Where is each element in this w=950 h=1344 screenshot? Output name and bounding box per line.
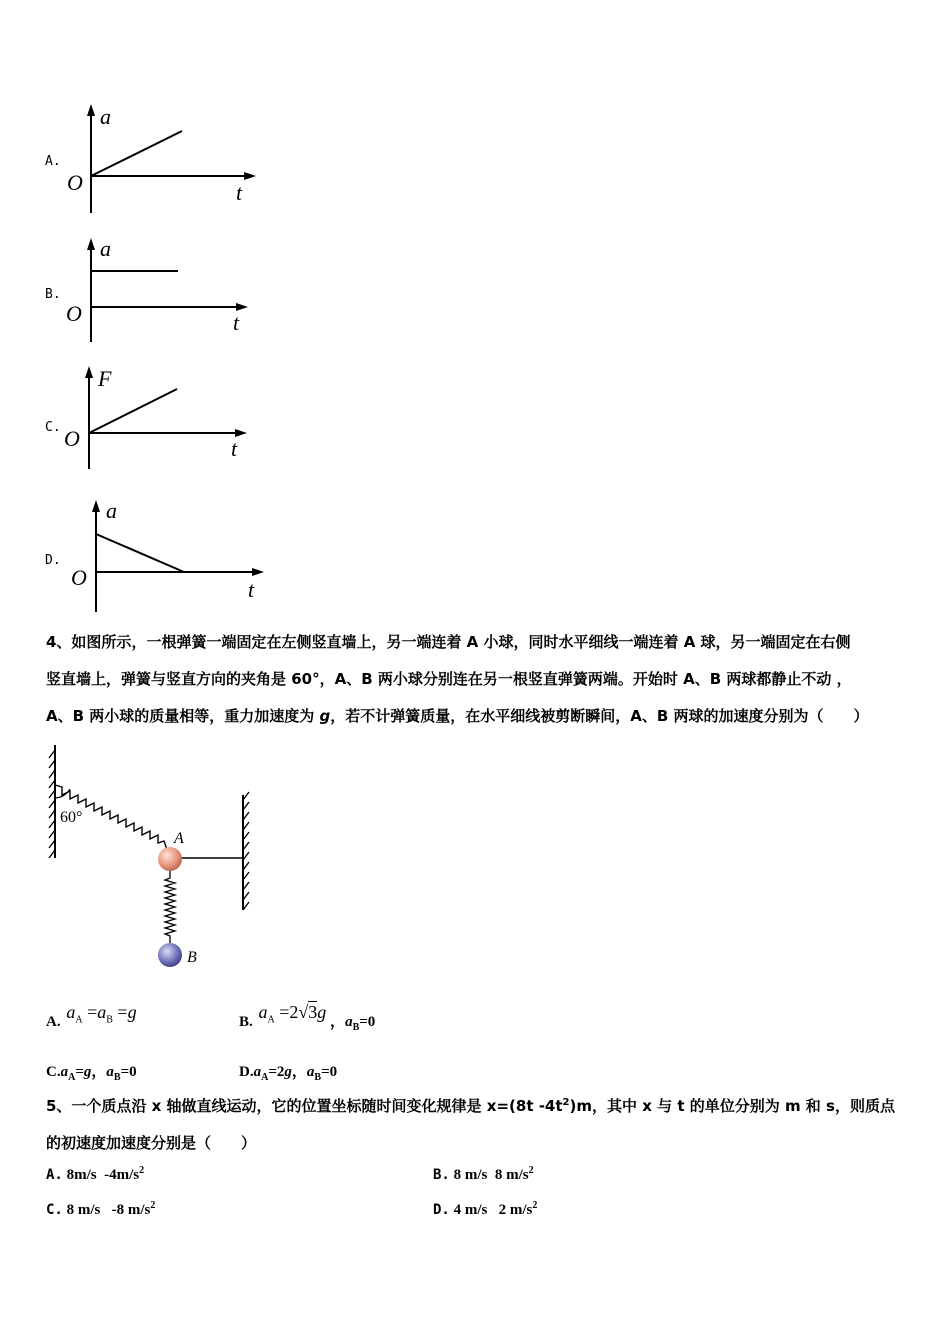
graph-b <box>60 232 260 347</box>
angle-label: 60° <box>60 809 83 826</box>
q4-spring-figure <box>40 740 270 980</box>
q4-option-a-formula: $a_A =a_B =g$ <box>66 1002 137 1026</box>
q4-line-3-post: ，若不计弹簧质量，在水平细线被剪断瞬间，A、B 两球的加速度分别为（ ） <box>330 707 869 725</box>
q4-option-b: B. $a_A =2√3g$ ，$a_B=0$ <box>239 1002 376 1033</box>
ball-b-label: B <box>187 949 197 966</box>
q5-option-d: D. 4 m/s 2 $m/s^2$ <box>433 1200 538 1218</box>
q5-option-b-label: B. <box>433 1167 450 1183</box>
graph-d-x-label: t <box>248 577 255 602</box>
q4-line-3-pre: A、B 两小球的质量相等，重力加速度为 <box>46 707 320 725</box>
option-a-label: A. <box>45 154 61 169</box>
option-b-label: B. <box>45 287 61 302</box>
question-4 <box>46 624 926 735</box>
graph-c-origin: O <box>64 426 80 451</box>
graph-c-y-label: F <box>98 366 112 391</box>
q5-line-1: 5、一个质点沿 x 轴做直线运动，它的位置坐标随时间变化规律是 x=(8t $-4t^2)m$，其中 x 与 t 的单位分别为 m 和 s，则质点 <box>46 1097 895 1115</box>
q4-option-b-formula: $a_A =2√3g$ <box>258 1002 327 1026</box>
option-c-label: C. <box>45 420 61 435</box>
q5-option-c: C. 8 m/s -8 $m/s^2$ <box>46 1200 156 1218</box>
graph-c <box>60 362 260 474</box>
q4-line-3 <box>46 698 926 735</box>
q4-option-a-label: A. <box>46 1014 61 1030</box>
q5-option-c-label: C. <box>46 1202 63 1218</box>
q5-line-2: 的初速度加速度分别是（ ） <box>46 1134 257 1152</box>
graph-d-y-label: a <box>106 498 117 523</box>
option-d-label: D. <box>45 553 61 568</box>
ball-b <box>158 943 182 967</box>
q5-option-b: B. 8 m/s 8 $m/s^2$ <box>433 1165 534 1183</box>
q4-option-d: $D.a_A=2g$，$a_B=0$ <box>239 1064 338 1083</box>
graph-b-origin: O <box>66 301 82 326</box>
q5-option-a: A. 8m/s $-4m/s^2$ <box>46 1165 145 1183</box>
question-5 <box>46 1084 926 1162</box>
ball-a-label: A <box>174 830 184 847</box>
q5-option-a-label: A. <box>46 1167 63 1183</box>
q4-gravity-symbol: g <box>319 707 331 725</box>
q4-line-2: 竖直墙上，弹簧与竖直方向的夹角是 60°，A、B 两小球分别连在另一根竖直弹簧两端。开始时 A、B 两球都静止不动 ， <box>46 670 852 688</box>
q4-option-c-label: C. <box>46 1064 61 1080</box>
ball-a <box>158 847 182 871</box>
graph-a-y-label: a <box>100 104 111 129</box>
q4-option-a <box>46 1002 137 1031</box>
graph-a-origin: O <box>67 170 83 195</box>
q4-line-1: 4、如图所示，一根弹簧一端固定在左侧竖直墙上，另一端连着 A 小球，同时水平细线一端连着 A 球，另一端固定在右侧 <box>46 633 851 651</box>
graph-a <box>60 100 260 220</box>
graph-c-x-label: t <box>231 436 238 461</box>
graph-d-origin: O <box>71 565 87 590</box>
graph-b-x-label: t <box>233 310 240 335</box>
graph-b-y-label: a <box>100 236 111 261</box>
graph-a-x-label: t <box>236 180 243 205</box>
graph-d <box>60 496 270 614</box>
q5-option-d-label: D. <box>433 1202 450 1218</box>
q4-option-c: $C.a_A=g$，$a_B=0$ <box>46 1064 137 1083</box>
q4-option-b-label: B. <box>239 1014 253 1030</box>
q4-option-d-label: D. <box>239 1064 254 1080</box>
